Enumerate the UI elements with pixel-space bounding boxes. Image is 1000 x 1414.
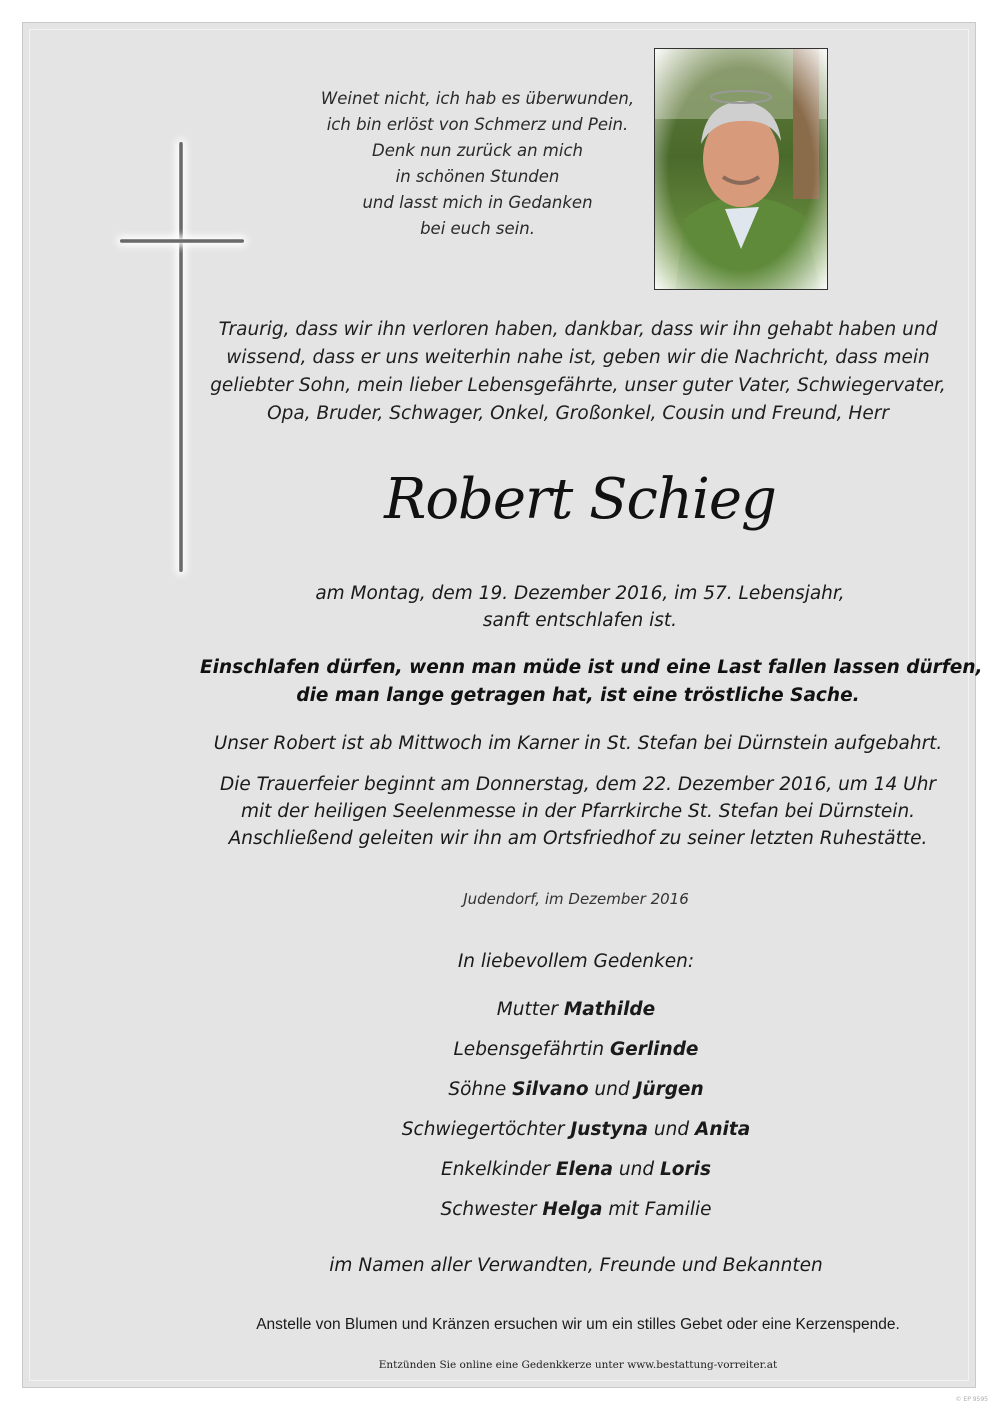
relatives-line: im Namen aller Verwandten, Freunde und Bekannten (329, 1255, 823, 1276)
mourner-name: Jürgen (635, 1079, 704, 1100)
cross-icon-bar (120, 239, 244, 243)
poem-line: in schönen Stunden (395, 167, 560, 186)
relation: Lebensgefährtin (453, 1039, 610, 1060)
mourner-entry (276, 996, 876, 1036)
online-candle-link: Entzünden Sie online eine Gedenkkerze unter www.bestattung-vorreiter.at (378, 1359, 778, 1371)
mourner-entry (276, 1116, 876, 1156)
mourner-name: Gerlinde (609, 1039, 699, 1060)
poem (300, 86, 655, 242)
funeral-line: Die Trauerfeier beginnt am Donnerstag, dem 22. Dezember 2016, um 14 Uhr (219, 774, 937, 795)
quote-line: Einschlafen dürfen, wenn man müde ist und eine Last fallen lassen dürfen, (200, 657, 983, 678)
relation: Enkelkinder (441, 1159, 556, 1180)
poem-line: bei euch sein. (420, 219, 535, 238)
connector: und (613, 1159, 660, 1180)
relation: Söhne (448, 1079, 513, 1100)
mourner-name: Silvano (512, 1079, 589, 1100)
quote-line: die man lange getragen hat, ist eine tröstliche Sache. (296, 685, 860, 706)
donation-request: Anstelle von Blumen und Kränzen ersuchen wir um ein stilles Gebet oder eine Kerzenspende. (256, 1316, 900, 1333)
mourner-name: Justyna (570, 1119, 649, 1140)
mourner-entry (276, 1076, 876, 1116)
memory-heading: In liebevollem Gedenken: (457, 951, 695, 972)
funeral-info (200, 771, 956, 852)
mourner-entry (276, 1036, 876, 1076)
date-line: sanft entschlafen ist. (482, 610, 678, 631)
portrait-photo (654, 48, 828, 290)
intro-line: Traurig, dass wir ihn verloren haben, dankbar, dass wir ihn gehabt haben und (218, 319, 938, 340)
mourner-name: Loris (660, 1159, 711, 1180)
relation: Mutter (496, 999, 564, 1020)
relation: Schwester (440, 1199, 543, 1220)
mourner-name: Elena (555, 1159, 614, 1180)
date-line: am Montag, dem 19. Dezember 2016, im 57. Lebensjahr, (315, 583, 845, 604)
quote (200, 654, 983, 710)
portrait-illustration (655, 49, 827, 289)
poem-line: Weinet nicht, ich hab es überwunden, (320, 89, 635, 108)
copyright-mark: © EP 9595 (955, 1396, 988, 1403)
mourner-name: Anita (695, 1119, 751, 1140)
mourner-name: Helga (542, 1199, 603, 1220)
viewing-info: Unser Robert ist ab Mittwoch im Karner in St. Stefan bei Dürnstein aufgebahrt. (213, 733, 943, 754)
mourners-list (276, 996, 876, 1236)
mourner-entry (276, 1156, 876, 1196)
intro-line: geliebter Sohn, mein lieber Lebensgefährte, unser guter Vater, Schwiegervater, (210, 375, 946, 396)
mourner-name: Mathilde (563, 999, 656, 1020)
deceased-name: Robert Schieg (384, 467, 776, 532)
funeral-line: Anschließend geleiten wir ihn am Ortsfriedhof zu seiner letzten Ruhestätte. (228, 828, 928, 849)
mourner-entry (276, 1196, 876, 1236)
intro-line: Opa, Bruder, Schwager, Onkel, Großonkel, Cousin und Freund, Herr (267, 403, 889, 424)
cross-icon (179, 142, 183, 572)
poem-line: und lasst mich in Gedanken (362, 193, 593, 212)
intro-line: wissend, dass er uns weiterhin nahe ist, geben wir die Nachricht, dass mein (226, 347, 930, 368)
funeral-line: mit der heiligen Seelenmesse in der Pfarrkirche St. Stefan bei Dürnstein. (240, 801, 916, 822)
suffix: mit Familie (602, 1199, 712, 1220)
connector: und (648, 1119, 696, 1140)
connector: und (588, 1079, 636, 1100)
poem-line: ich bin erlöst von Schmerz und Pein. (326, 115, 629, 134)
intro-text (200, 316, 956, 428)
relation: Schwiegertöchter (401, 1119, 571, 1140)
death-date (240, 580, 920, 634)
poem-line: Denk nun zurück an mich (372, 141, 583, 160)
place-date: Judendorf, im Dezember 2016 (463, 890, 689, 908)
